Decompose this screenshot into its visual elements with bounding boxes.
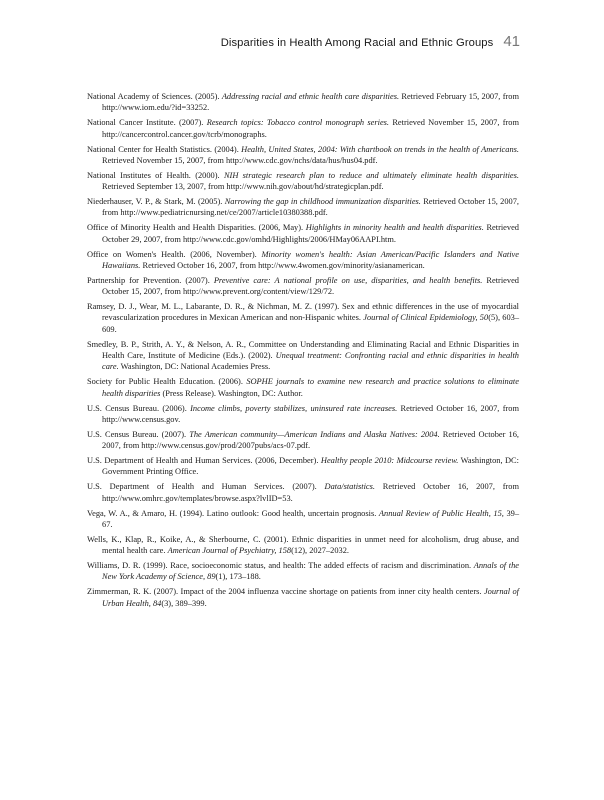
reference-title-italic: Journal of Urban Health, 84 bbox=[102, 587, 519, 608]
reference-title-italic: Highlights in minority health and health disparities. bbox=[305, 223, 484, 233]
reference-text: (1), 173–188. bbox=[215, 572, 261, 582]
running-header bbox=[221, 33, 520, 50]
reference-text: U.S. Census Bureau. (2006). bbox=[87, 403, 191, 413]
reference-text: Office of Minority Health and Health Disparities. (2006, May). bbox=[87, 223, 306, 233]
reference-entry bbox=[87, 403, 519, 426]
reference-entry bbox=[87, 249, 519, 272]
reference-text: Washington, DC: National Academies Press. bbox=[118, 362, 271, 372]
reference-text: (Press Release). Washington, DC: Author. bbox=[160, 388, 303, 398]
reference-title-italic: Unequal treatment: Confronting racial and ethnic disparities in health care. bbox=[102, 351, 519, 372]
reference-title-italic: Income climbs, poverty stabilizes, uninsured rate increases. bbox=[190, 403, 398, 413]
reference-text: (12), 2027–2032. bbox=[291, 546, 350, 556]
reference-title-italic: NIH strategic research plan to reduce and ultimately eliminate health disparities. bbox=[223, 170, 519, 180]
reference-text: Retrieved November 15, 2007, from http://www.cdc.gov/nchs/data/hus/hus04.pdf. bbox=[102, 155, 378, 165]
reference-entry bbox=[87, 339, 519, 373]
page-number: 41 bbox=[503, 33, 520, 50]
reference-text: Niederhauser, V. P., & Stark, M. (2005). bbox=[87, 197, 225, 206]
reference-text: Retrieved September 13, 2007, from http://www.nih.gov/about/hd/strategicplan.pdf. bbox=[102, 182, 384, 192]
reference-entry bbox=[87, 196, 519, 219]
reference-text: Wells, K., Klap, R., Koike, A., & Sherbourne, C. (2001). Ethnic disparities in unmet need for alcoholism, drug abuse, and mental health care. bbox=[87, 534, 519, 556]
reference-entry bbox=[87, 222, 519, 245]
reference-text: Office on Women's Health. (2006, November). bbox=[87, 249, 262, 259]
reference-text: Retrieved October 16, 2007, from http://www.census.gov/prod/2007pubs/acs-07.pdf. bbox=[102, 429, 519, 451]
reference-title-italic: Minority women's health: Asian American/Pacific Islanders and Native Hawaiians. bbox=[102, 249, 519, 270]
reference-text: Retrieved February 15, 2007, from http://www.iom.edu/?id=33252. bbox=[102, 92, 519, 113]
reference-text: Retrieved October 15, 2007, from http://www.prevent.org/content/view/129/72. bbox=[102, 275, 519, 297]
reference-entry bbox=[87, 586, 519, 609]
reference-title-italic: Annual Review of Public Health, 15, bbox=[378, 508, 504, 518]
reference-entry bbox=[87, 376, 519, 399]
reference-text: 39–67. bbox=[102, 508, 520, 529]
reference-text: U.S. Census Bureau. (2007). bbox=[87, 429, 190, 439]
reference-title-italic: Health, United States, 2004: With chartbook on trends in the health of Americans. bbox=[241, 144, 520, 154]
reference-text: Washington, DC: Government Printing Office. bbox=[102, 456, 519, 477]
reference-entry bbox=[87, 481, 519, 504]
reference-text: Retrieved October 16, 2007, from http://www.4women.gov/minority/asianamerican. bbox=[140, 260, 425, 270]
reference-title-italic: Data/statistics. bbox=[324, 482, 376, 492]
reference-entry bbox=[87, 429, 519, 452]
reference-title-italic: American Journal of Psychiatry, 158 bbox=[167, 546, 292, 556]
reference-text: Ramsey, D. J., Wear, M. L., Labarante, D. R., & Nichman, M. Z. (1997). Sex and ethnic differences in the use of myocardial revascularization procedures in Mexican American and non-Hispanic whites. bbox=[87, 302, 519, 323]
reference-text: Partnership for Prevention. (2007). bbox=[87, 275, 214, 285]
reference-entry bbox=[87, 455, 519, 478]
reference-text: Retrieved October 16, 2007, from http://www.census.gov. bbox=[102, 403, 519, 424]
reference-text: (3), 389–399. bbox=[161, 598, 207, 608]
reference-text: Retrieved November 15, 2007, from http://cancercontrol.cancer.gov/tcrb/monographs. bbox=[102, 118, 520, 139]
header-title: Disparities in Health Among Racial and Ethnic Groups bbox=[220, 37, 494, 49]
reference-entry bbox=[87, 144, 519, 167]
reference-text: Zimmerman, R. K. (2007). Impact of the 2004 influenza vaccine shortage on patients from inner city health centers. bbox=[87, 587, 484, 597]
reference-entry bbox=[87, 560, 519, 583]
reference-text: National Cancer Institute. (2007). bbox=[87, 118, 207, 128]
reference-text: Retrieved October 29, 2007, from http://www.cdc.gov/omhd/Highlights/2006/HMay06AAPI.htm. bbox=[102, 223, 519, 244]
reference-title-italic: Narrowing the gap in childhood immunization disparities. bbox=[224, 197, 421, 206]
reference-text: Retrieved October 16, 2007, from http://www.omhrc.gov/templates/browse.aspx?lvlID=53. bbox=[102, 482, 519, 503]
reference-text: Vega, W. A., & Amaro, H. (1994). Latino outlook: Good health, uncertain prognosis. bbox=[87, 508, 379, 518]
reference-title-italic: Journal of Clinical Epidemiology, 50 bbox=[363, 313, 489, 323]
reference-title-italic: Annals of the New York Academy of Science, 89 bbox=[102, 561, 519, 582]
reference-entry bbox=[87, 508, 519, 531]
reference-text: U.S. Department of Health and Human Services. (2007). bbox=[87, 482, 325, 492]
reference-text: Retrieved October 15, 2007, from http://www.pediatricnursing.net/ce/2007/article10380388.pdf. bbox=[102, 197, 520, 218]
reference-list bbox=[87, 91, 519, 609]
reference-title-italic: Addressing racial and ethnic health care disparities. bbox=[221, 92, 400, 101]
reference-text: Williams, D. R. (1999). Race, socioeconomic status, and health: The added effects of racism and discrimination. bbox=[87, 561, 474, 571]
reference-text: National Academy of Sciences. (2005). bbox=[87, 92, 222, 101]
reference-title-italic: Research topics: Tobacco control monograph series. bbox=[206, 118, 390, 128]
reference-entry bbox=[87, 275, 519, 298]
reference-text: (5), 603–609. bbox=[102, 313, 520, 334]
reference-title-italic: Preventive care: A national profile on use, disparities, and health benefits. bbox=[213, 275, 483, 285]
reference-entry bbox=[87, 117, 519, 140]
reference-title-italic: The American community—American Indians and Alaska Natives: 2004. bbox=[189, 429, 440, 439]
reference-text: National Institutes of Health. (2000). bbox=[87, 170, 224, 180]
reference-entry bbox=[87, 91, 519, 114]
reference-title-italic: SOPHE journals to examine new research and practice solutions to eliminate health disparities bbox=[102, 377, 519, 398]
reference-entry bbox=[87, 301, 519, 335]
reference-text: Smedley, B. P., Strith, A. Y., & Nelson, A. R., Committee on Understanding and Eliminating Racial and Ethnic Disparities in Health Care, Institute of Medicine (Eds.). (2002). bbox=[87, 339, 519, 361]
reference-text: National Center for Health Statistics. (2004). bbox=[87, 144, 242, 154]
reference-entry bbox=[87, 170, 519, 193]
reference-entry bbox=[87, 534, 519, 557]
reference-text: Society for Public Health Education. (2006). bbox=[87, 377, 247, 387]
reference-text: U.S. Department of Health and Human Services. (2006, December). bbox=[87, 456, 321, 466]
reference-title-italic: Healthy people 2010: Midcourse review. bbox=[320, 456, 459, 466]
